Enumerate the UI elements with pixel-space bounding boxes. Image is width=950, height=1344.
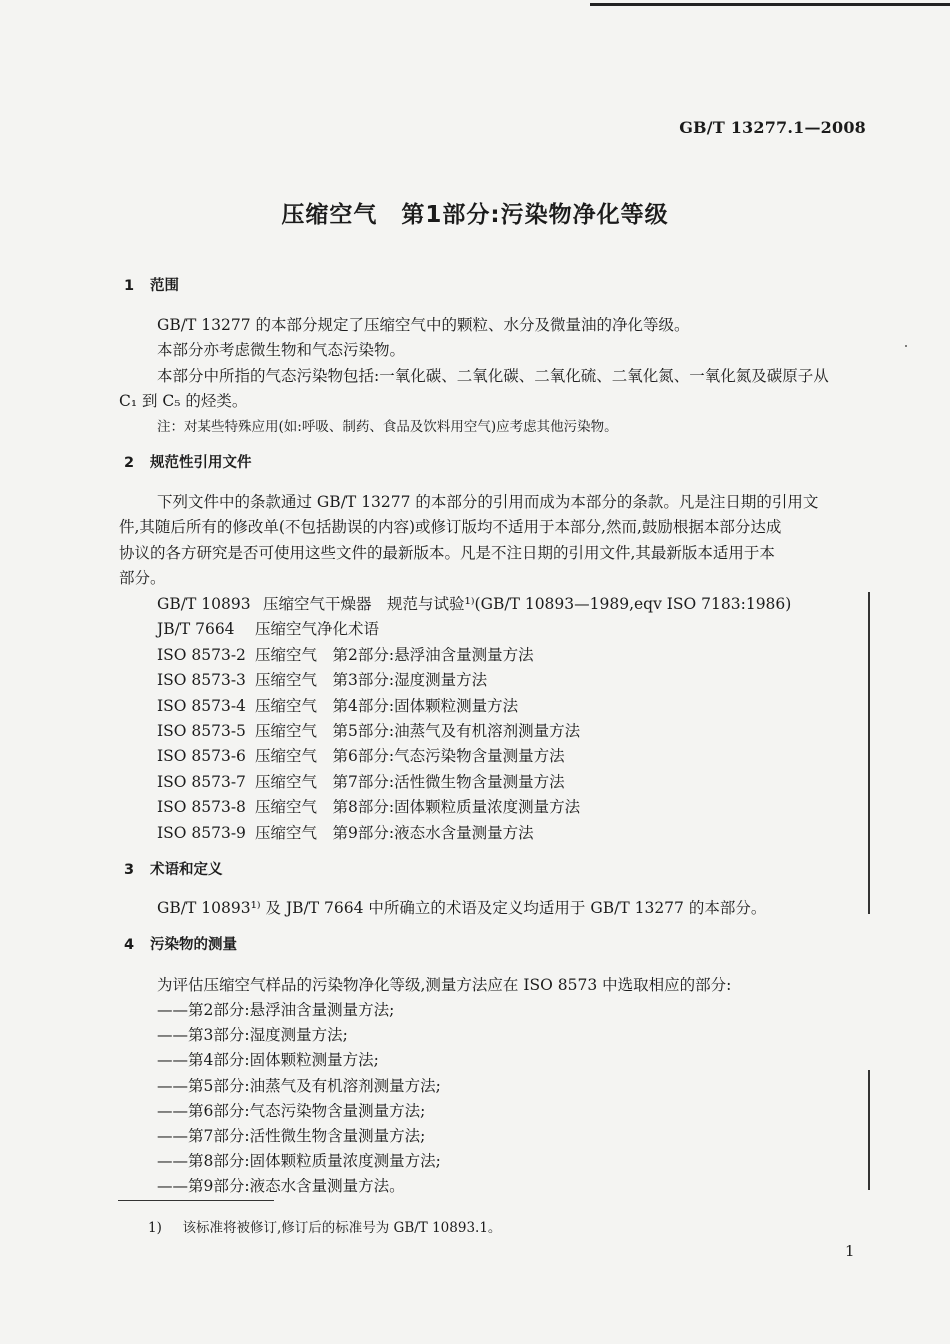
scope-paragraph-2: 本部分亦考虑微生物和气态污染物。 [157, 341, 406, 359]
reference-item [157, 744, 565, 766]
reference-title: 压缩空气 第5部分:油蒸气及有机溶剂测量方法 [255, 722, 581, 740]
reference-title: 压缩空气 第7部分:活性微生物含量测量方法 [255, 773, 565, 791]
measurement-item: ——第2部分:悬浮油含量测量方法; [157, 1001, 395, 1019]
reference-item [157, 821, 534, 843]
reference-title: 压缩空气 第2部分:悬浮油含量测量方法 [255, 646, 534, 664]
reference-title: 压缩空气干燥器 规范与试验¹⁾(GB/T 10893—1989,eqv ISO 7183:1986) [263, 595, 792, 613]
terms-paragraph: GB/T 10893¹⁾ 及 JB/T 7664 中所确立的术语及定义均适用于 GB/T 13277 的本部分。 [157, 899, 767, 917]
reference-code: GB/T 10893 [157, 595, 251, 613]
reference-code: ISO 8573-5 [157, 722, 246, 740]
measurement-item: ——第7部分:活性微生物含量测量方法; [157, 1127, 426, 1145]
reference-code: ISO 8573-3 [157, 671, 246, 689]
reference-code: ISO 8573-7 [157, 773, 246, 791]
reference-code: ISO 8573-6 [157, 747, 246, 765]
document-title: 压缩空气 第1部分:污染物净化等级 [281, 202, 669, 228]
section-number: 3 [124, 862, 135, 878]
change-bar [868, 1070, 870, 1190]
measurement-item: ——第9部分:液态水含量测量方法。 [157, 1177, 405, 1195]
reference-title: 压缩空气 第6部分:气态污染物含量测量方法 [255, 747, 565, 765]
section-number: 1 [124, 278, 135, 294]
footnote-text: 该标准将被修订,修订后的标准号为 GB/T 10893.1。 [182, 1220, 502, 1236]
normative-intro-line-2: 件,其随后所有的修改单(不包括勘误的内容)或修订版均不适用于本部分,然而,鼓励根据本部分达成 [119, 518, 782, 536]
reference-code: JB/T 7664 [157, 620, 235, 638]
scope-paragraph-1: GB/T 13277 的本部分规定了压缩空气中的颗粒、水分及微量油的净化等级。 [157, 316, 690, 334]
reference-code: ISO 8573-4 [157, 697, 246, 715]
reference-title: 压缩空气 第3部分:湿度测量方法 [255, 671, 488, 689]
footnote [148, 1216, 501, 1236]
section-3-heading [124, 858, 223, 879]
reference-item [157, 668, 487, 690]
measurement-item: ——第6部分:气态污染物含量测量方法; [157, 1102, 426, 1120]
section-4-heading [124, 933, 237, 954]
reference-item [157, 694, 518, 716]
normative-intro-line-3: 协议的各方研究是否可使用这些文件的最新版本。凡是不注日期的引用文件,其最新版本适用于本 [119, 544, 775, 562]
reference-title: 压缩空气 第9部分:液态水含量测量方法 [255, 824, 534, 842]
reference-item [157, 617, 379, 639]
reference-item [157, 795, 580, 817]
normative-intro-line-1: 下列文件中的条款通过 GB/T 13277 的本部分的引用而成为本部分的条款。凡是注日期的引用文 [157, 493, 819, 511]
reference-item [157, 770, 565, 792]
standard-number: GB/T 13277.1—2008 [679, 118, 866, 137]
section-number: 4 [124, 937, 135, 953]
measurement-item: ——第3部分:湿度测量方法; [157, 1026, 348, 1044]
reference-title: 压缩空气 第8部分:固体颗粒质量浓度测量方法 [255, 798, 581, 816]
scope-paragraph-3-line-2: C₁ 到 C₅ 的烃类。 [119, 392, 248, 410]
reference-code: ISO 8573-9 [157, 824, 246, 842]
reference-item [157, 592, 791, 614]
reference-title: 压缩空气 第4部分:固体颗粒测量方法 [255, 697, 519, 715]
section-title: 规范性引用文件 [150, 455, 252, 471]
page-number: 1 [845, 1242, 855, 1260]
reference-code: ISO 8573-8 [157, 798, 246, 816]
section-2-heading [124, 451, 252, 472]
reference-item [157, 643, 534, 665]
section-title: 范围 [150, 278, 179, 294]
normative-intro-line-4: 部分。 [119, 569, 166, 587]
top-rule [590, 3, 950, 6]
scope-note: 注：对某些特殊应用(如:呼吸、制药、食品及饮料用空气)应考虑其他污染物。 [157, 419, 618, 435]
footnote-mark: 1) [148, 1220, 162, 1236]
section-number: 2 [124, 455, 135, 471]
measurement-item: ——第8部分:固体颗粒质量浓度测量方法; [157, 1152, 441, 1170]
reference-item [157, 719, 580, 741]
footnote-rule [118, 1200, 274, 1201]
measurement-intro: 为评估压缩空气样品的污染物净化等级,测量方法应在 ISO 8573 中选取相应的部分: [157, 976, 732, 994]
change-bar [868, 592, 870, 914]
measurement-item: ——第5部分:油蒸气及有机溶剂测量方法; [157, 1077, 441, 1095]
reference-code: ISO 8573-2 [157, 646, 246, 664]
section-1-heading [124, 274, 179, 295]
scan-speck [905, 345, 907, 347]
scope-paragraph-3-line-1: 本部分中所指的气态污染物包括:一氧化碳、二氧化碳、二氧化硫、二氧化氮、一氧化氮及碳原子从 [157, 367, 829, 385]
section-title: 污染物的测量 [150, 937, 237, 953]
measurement-item: ——第4部分:固体颗粒测量方法; [157, 1051, 379, 1069]
reference-title: 压缩空气净化术语 [255, 620, 380, 638]
section-title: 术语和定义 [150, 862, 223, 878]
